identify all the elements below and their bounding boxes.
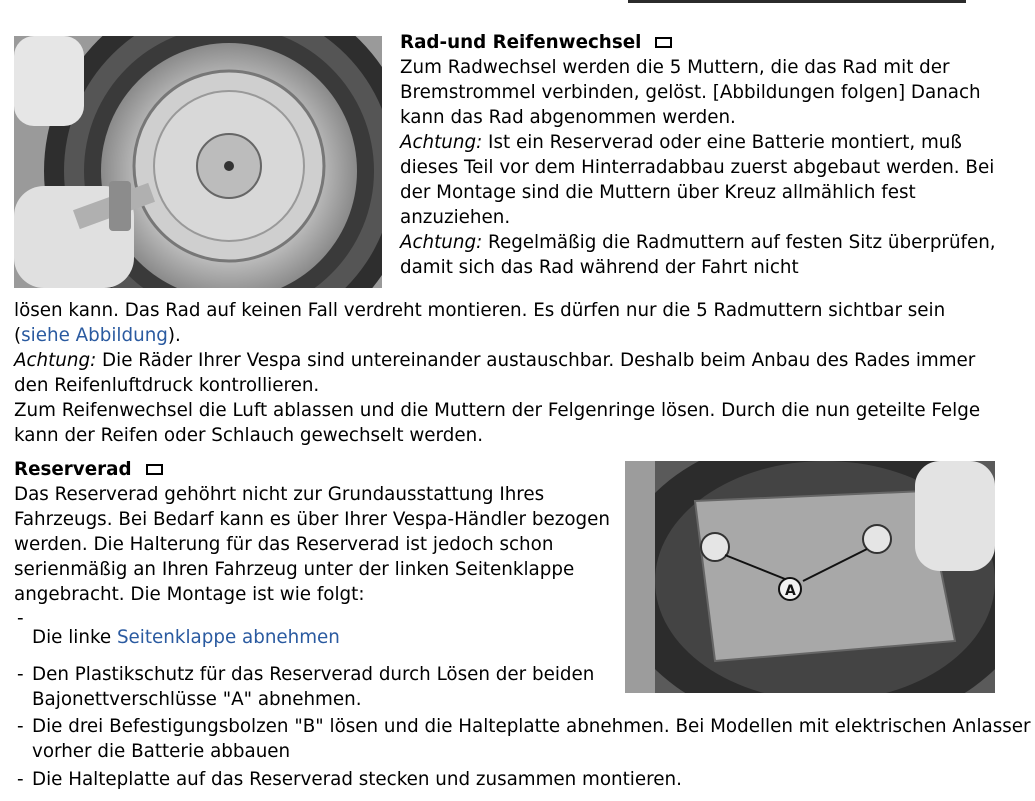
dash-mark: - [17,769,24,790]
section-title: Rad-und Reifenwechsel [400,32,642,53]
dash-mark: - [17,716,24,737]
step-text: Den Plastikschutz für das Reserverad durch Lösen der beiden Bajonettverschlüsse "A" abnehmen. [32,664,595,710]
link-siehe-abbildung[interactable]: siehe Abbildung [21,325,168,346]
section-reserverad [14,457,1035,792]
wheel-photo [14,36,382,288]
paragraph-radwechsel: Zum Radwechsel werden die 5 Muttern, die das Rad mit der Bremstrommel verbinden, gelöst. [Abbildungen folgen] Danach kann das Rad abgenommen werden. [400,57,981,128]
step-text: Die Halteplatte auf das Reserverad stecken und zusammen montieren. [32,769,682,790]
list-item [14,625,1035,650]
achtung-label: Achtung: [400,232,483,253]
dash-mark: - [17,664,24,685]
link-seitenklappe[interactable]: Seitenklappe abnehmen [116,627,340,648]
list-item [14,767,1035,792]
step-text: Die linke [32,627,117,648]
dash-mark: - [17,608,24,629]
label-a: A [785,583,796,599]
achtung-label: Achtung: [400,132,483,153]
step-text: Die drei Befestigungsbolzen "B" lösen und die Halteplatte abnehmen. Bei Modellen mit elektrischen Anlasser vorher die Batterie abbauen [32,716,1031,762]
top-image-edge [628,0,966,3]
spare-wheel-photo [625,461,995,693]
section-title: Reserverad [14,459,132,480]
achtung-text: lösen kann. Das Rad auf keinen Fall verdreht montieren. Es dürfen nur die 5 Radmuttern sichtbar sein ( [14,300,946,346]
achtung-text: Ist ein Reserverad oder eine Batterie montiert, muß dieses Teil vor dem Hinterradabbau zuerst abgebaut werden. Bei der Montage sind die Muttern über Kreuz allmählich fest anzuziehen. [400,132,995,228]
list-item [14,662,1035,712]
section-rad-reifenwechsel [0,30,1000,448]
collapse-icon[interactable] [146,464,163,475]
text: ). [167,325,181,346]
paragraph-intro: Das Reserverad gehöhrt nicht zur Grundausstattung Ihres Fahrzeugs. Bei Bedarf kann es über Ihrer Vespa-Händler bezogen werden. Die Halterung für das Reserverad ist jedoch schon serienmäßig an Ihren Fahrzeug unter der linken Seitenklappe angebracht. Die Montage ist wie folgt: [14,484,610,605]
achtung-text: Die Räder Ihrer Vespa sind untereinander austauschbar. Deshalb beim Anbau des Rades immer den Reifenluftdruck kontrollieren. [14,350,976,396]
achtung-label: Achtung: [14,350,97,371]
achtung-text: Regelmäßig die Radmuttern auf festen Sitz überprüfen, damit sich das Rad während der Fahrt nicht [400,232,996,278]
collapse-icon[interactable] [655,37,672,48]
paragraph-reifenwechsel: Zum Reifenwechsel die Luft ablassen und die Muttern der Felgenringe lösen. Durch die nun geteilte Felge kann der Reifen oder Schlauch gewechselt werden. [14,400,981,446]
list-item [14,714,1035,764]
